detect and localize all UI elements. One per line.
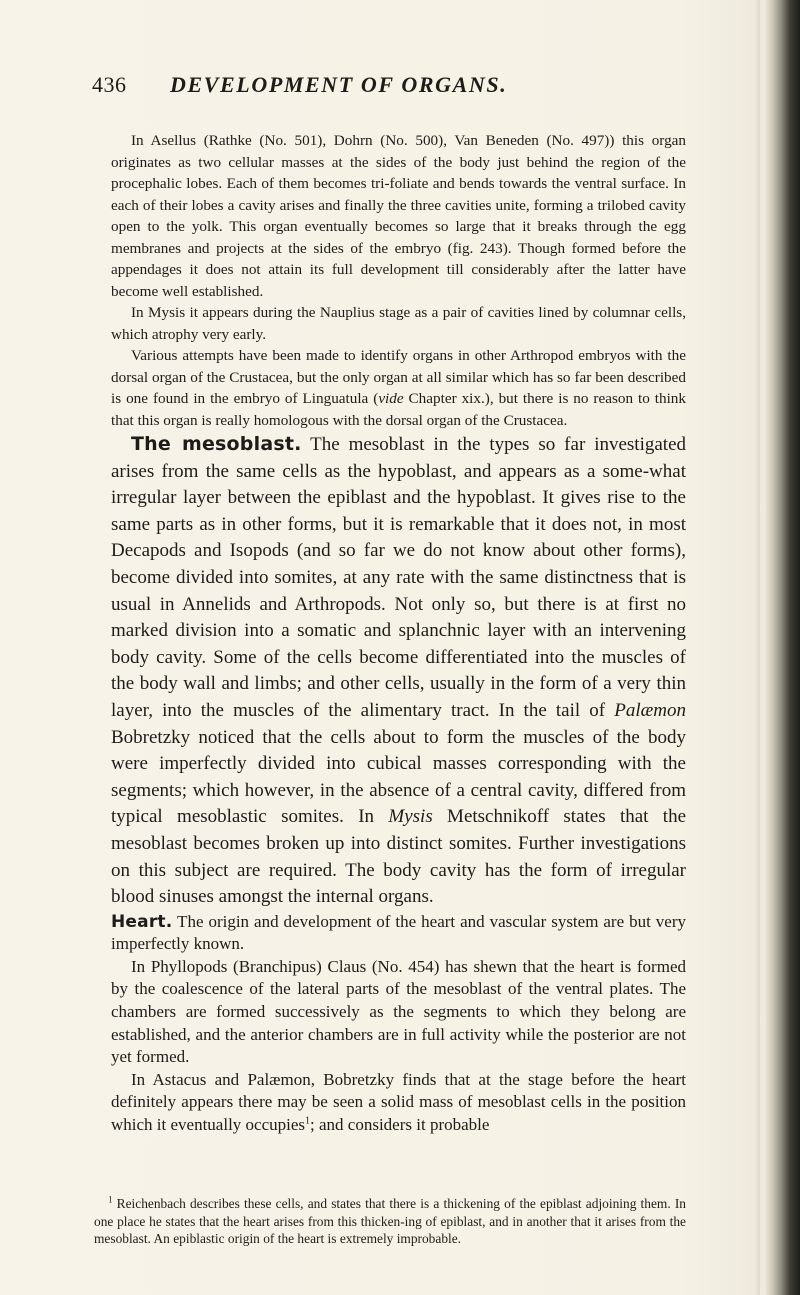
footnotes xyxy=(94,1195,686,1248)
page-edge-highlight xyxy=(754,0,760,1295)
paragraph-mysis: In Mysis it appears during the Nauplius stage as a pair of cavities lined by columnar cells, which atrophy very early. xyxy=(111,304,686,343)
mesoblast-text-b: Bobretzky noticed that the cells about to form the muscles of the body were imperfectly divided into cubical masses corresponding with the segments; which however, in the absence of a central cavity, differed from typical mesoblastic somites. In xyxy=(111,726,686,828)
paragraph-phyllopods: In Phyllopods (Branchipus) Claus (No. 454) has shewn that the heart is formed by the coalescence of the lateral parts of the mesoblast of the ventral plates. The chambers are formed successively as the segments to which they belong are established, and the anterior chambers are in full activity while the posterior are not yet formed. xyxy=(111,956,686,1067)
footnote-mark: 1 xyxy=(108,1194,113,1205)
body-text xyxy=(111,130,686,1137)
heart-heading: Heart. xyxy=(111,911,173,932)
palaemon-italic: Palæmon xyxy=(614,699,686,721)
heart-text: The origin and development of the heart and vascular system are but very imperfectly known. xyxy=(111,911,686,954)
page-binding-edge xyxy=(766,0,800,1295)
footnote-reference: 1 xyxy=(305,1115,311,1127)
paragraph-linguatula xyxy=(111,345,686,431)
page-header xyxy=(0,72,760,108)
astacus-text-a: In Astacus and Palæmon, Bobretzky finds that at the stage before the heart definitely appears there may be seen a solid mass of mesoblast cells in the position which it eventually occupies xyxy=(111,1069,686,1135)
linguatula-text-a: Various attempts have been made to identify organs in other Arthropod embryos with the dorsal organ of the Crustacea, but the only organ at all similar which has so far been described is one found in the embryo of Linguatula ( xyxy=(111,347,686,407)
mesoblast-text-a: The mesoblast in the types so far investigated arises from the same cells as the hypoblast, and appears as a some-what irregular layer between the epiblast and the hypoblast. It gives rise to the same parts as in other forms, but it is remarkable that it does not, in most Decapods and Isopods (and so far we do not know about other forms), become divided into somites, at any rate with the same distinctness that is usual in Annelids and Arthropods. Not only so, but there is at first no marked division into a somatic and splanchnic layer with an intervening body cavity. Some of the cells become differentiated into the muscles of the body wall and limbs; and other cells, usually in the form of a very thin layer, into the muscles of the alimentary tract. In the tail of xyxy=(111,434,686,721)
paragraph-mesoblast xyxy=(111,431,686,911)
paragraph-heart xyxy=(111,911,686,956)
running-title: DEVELOPMENT OF ORGANS. xyxy=(170,72,508,97)
page-number: 436 xyxy=(92,72,127,97)
paragraph-astacus xyxy=(111,1069,686,1137)
footnote-text: Reichenbach describes these cells, and states that there is a thickening of the epiblast adjoining them. In one place he states that the heart arises from this thicken-ing of epiblast, and in another that it arises from the mesoblast. An epiblastic origin of the heart is extremely improbable. xyxy=(94,1196,686,1246)
astacus-text-b: ; and considers it probable xyxy=(310,1115,490,1135)
mysis-italic: Mysis xyxy=(388,806,433,828)
mesoblast-text-c: Metschnikoff states that the mesoblast becomes broken up into distinct somites. Further investigations on this subject are required. The body cavity has the form of irregular blood sinuses amongst the internal organs. xyxy=(111,806,686,908)
linguatula-text-b: Chapter xix.), but there is no reason to think that this organ is really homologous with the dorsal organ of the Crustacea. xyxy=(111,390,686,429)
mesoblast-heading: The mesoblast. xyxy=(131,433,302,455)
footnote-1 xyxy=(94,1195,686,1248)
vide-italic: vide xyxy=(378,390,404,407)
paragraph-asellus: In Asellus (Rathke (No. 501), Dohrn (No. 500), Van Beneden (No. 497)) this organ originates as two cellular masses at the sides of the body just behind the region of the procephalic lobes. Each of them becomes tri-foliate and bends towards the ventral surface. In each of their lobes a cavity arises and finally the three cavities unite, forming a trilobed cavity open to the yolk. This organ eventually becomes so large that it breaks through the egg membranes and projects at the sides of the embryo (fig. 243). Though formed before the appendages it does not attain its full development till considerably after the latter have become well established. xyxy=(111,132,686,300)
